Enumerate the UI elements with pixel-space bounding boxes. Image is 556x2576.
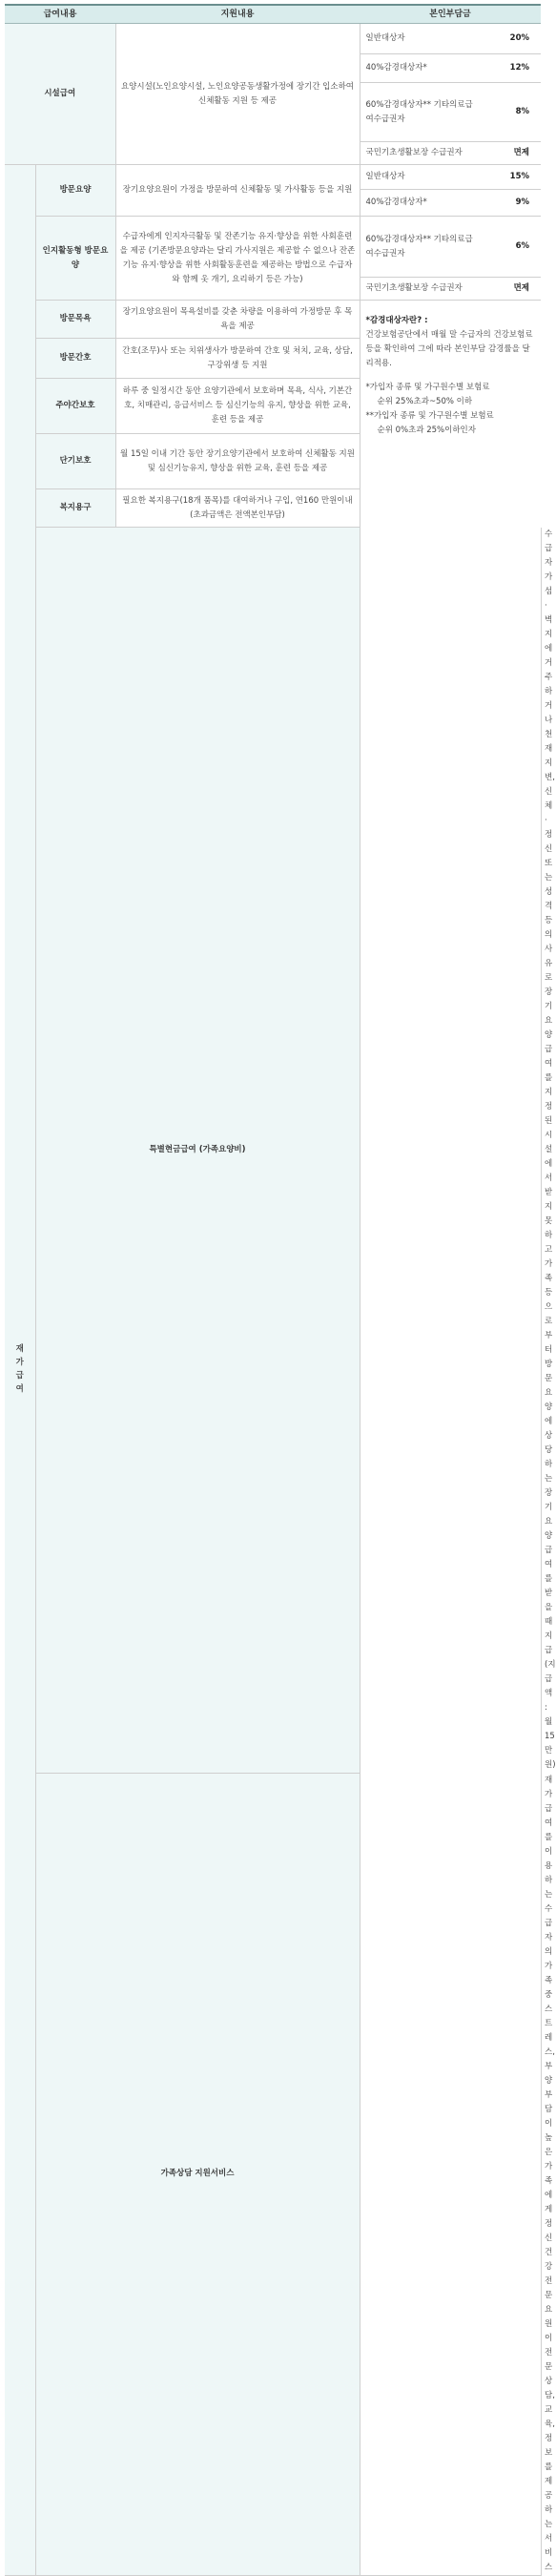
copay-group: 40%감경대상자* <box>360 190 478 217</box>
copay-value: 15% <box>478 165 541 190</box>
note-body: 건강보험공단에서 매월 말 수급자의 건강보험료 등을 확인하여 그에 따라 본인부담 감경률을 달리적용. <box>365 330 533 368</box>
copay-group: 국민기초생활보장 수급권자 <box>360 142 478 165</box>
home-item-name: 방문요양 <box>35 165 115 217</box>
facility-name: 시설급여 <box>5 24 115 165</box>
home-item-desc: 하루 중 일정시간 동안 요양기관에서 보호하며 목욕, 식사, 기본간호, 치매관리, 응급서비스 등 심신기능의 유지, 향상을 위한 교육, 훈련 등을 제공 <box>115 379 360 434</box>
home-item-desc: 수급자에게 인지자극활동 및 잔존기능 유지·향상을 위한 사회훈련을 제공 (기존방문요양과는 달리 가사지원은 제공할 수 없으나 잔존기능 유지·향상을 위한 사회활동훈련을 제공하는 방법으로 수급자와 함께 옷 개기, 요리하기 등은 가능) <box>115 217 360 301</box>
copay-group: 60%감경대상자** 기타의료급여수급권자 <box>360 83 478 142</box>
copay-value: 12% <box>478 54 541 83</box>
copay-group: 60%감경대상자** 기타의료급여수급권자 <box>360 217 478 278</box>
header-copay: 본인부담금 <box>360 5 541 24</box>
copay-note <box>360 301 541 2576</box>
home-item-desc: 월 15일 이내 기간 동안 장기요양기관에서 보호하여 신체활동 지원 및 심신기능유지, 향상을 위한 교육, 훈련 등을 제공 <box>115 434 360 489</box>
header-benefit: 급여내용 <box>5 5 115 24</box>
home-row <box>5 217 541 278</box>
copay-value: 20% <box>478 24 541 54</box>
home-row <box>5 165 541 190</box>
note-title: *감경대상자란? : <box>365 316 428 325</box>
copay-group: 일반대상자 <box>360 24 478 54</box>
copay-value: 6% <box>478 217 541 278</box>
copay-group: 40%감경대상자* <box>360 54 478 83</box>
copay-value: 면제 <box>478 142 541 165</box>
home-item-desc: 필요한 복지용구(18개 품목)를 대여하거나 구입, 연160 만원이내 (초과금액은 전액본인부담) <box>115 489 360 528</box>
home-item-name: 단기보호 <box>35 434 115 489</box>
note-star1b: 순위 25%초과~50% 이하 <box>377 397 473 406</box>
home-group-text: 재가급여 <box>15 1344 24 1395</box>
home-group-label <box>5 165 35 2576</box>
home-item-name: 복지용구 <box>35 489 115 528</box>
home-item-name: 인지활동형 방문요양 <box>35 217 115 301</box>
copay-value: 면제 <box>478 278 541 301</box>
copay-value: 8% <box>478 83 541 142</box>
home-item-name: 방문간호 <box>35 339 115 379</box>
home-item-name: 방문목욕 <box>35 301 115 339</box>
header-support: 지원내용 <box>115 5 360 24</box>
note-star2b: 순위 0%초과 25%이하인자 <box>377 426 476 435</box>
family-name: 가족상담 지원서비스 <box>35 1773 360 2575</box>
home-row <box>5 301 541 339</box>
cash-row: 특별현금급여 (가족요양비) 수급자가 섬·벽지에 거주하거나 천재지변, 신체·정신 또는 성격 등의 사유로 장기요양급여를 지정된 시설에서 받지못하고 가족 등으로부터 방문요양에 상당하는 장기요양 급여를 받을 때 지급 (지급액 : 월 15 만원) <box>5 528 541 1774</box>
copay-group: 일반대상자 <box>360 165 478 190</box>
family-row: 가족상담 지원서비스 재가급여를 이용하는 수급자의 가족 중 스트레스, 부양부담이 높은 가족에게 정신건강전문요원이 전문상담, 교육, 정보를 제공하는 서비스 <box>5 1773 541 2575</box>
home-item-desc: 장기요양요원이 목욕설비를 갖춘 차량을 이용하여 가정방문 후 목욕을 제공 <box>115 301 360 339</box>
copay-value: 9% <box>478 190 541 217</box>
home-item-name: 주야간보호 <box>35 379 115 434</box>
facility-row <box>5 24 541 54</box>
note-star2: **가입자 종류 및 가구원수별 보험료 <box>365 411 494 421</box>
home-item-desc: 간호(조무)사 또는 치위생사가 방문하여 간호 및 처치, 교육, 상담, 구강위생 등 지원 <box>115 339 360 379</box>
header-row <box>5 5 541 24</box>
facility-desc: 요양시설(노인요양시설, 노인요양공동생활가정에 장기간 입소하여 신체활동 지원 등 제공 <box>115 24 360 165</box>
long-term-care-benefit-table <box>5 4 556 2576</box>
copay-group: 국민기초생활보장 수급권자 <box>360 278 478 301</box>
note-star1: *가입자 종류 및 가구원수별 보험료 <box>365 383 490 392</box>
home-item-desc: 장기요양요원이 가정을 방문하여 신체활동 및 가사활동 등을 지원 <box>115 165 360 217</box>
cash-name: 특별현금급여 (가족요양비) <box>35 528 360 1774</box>
